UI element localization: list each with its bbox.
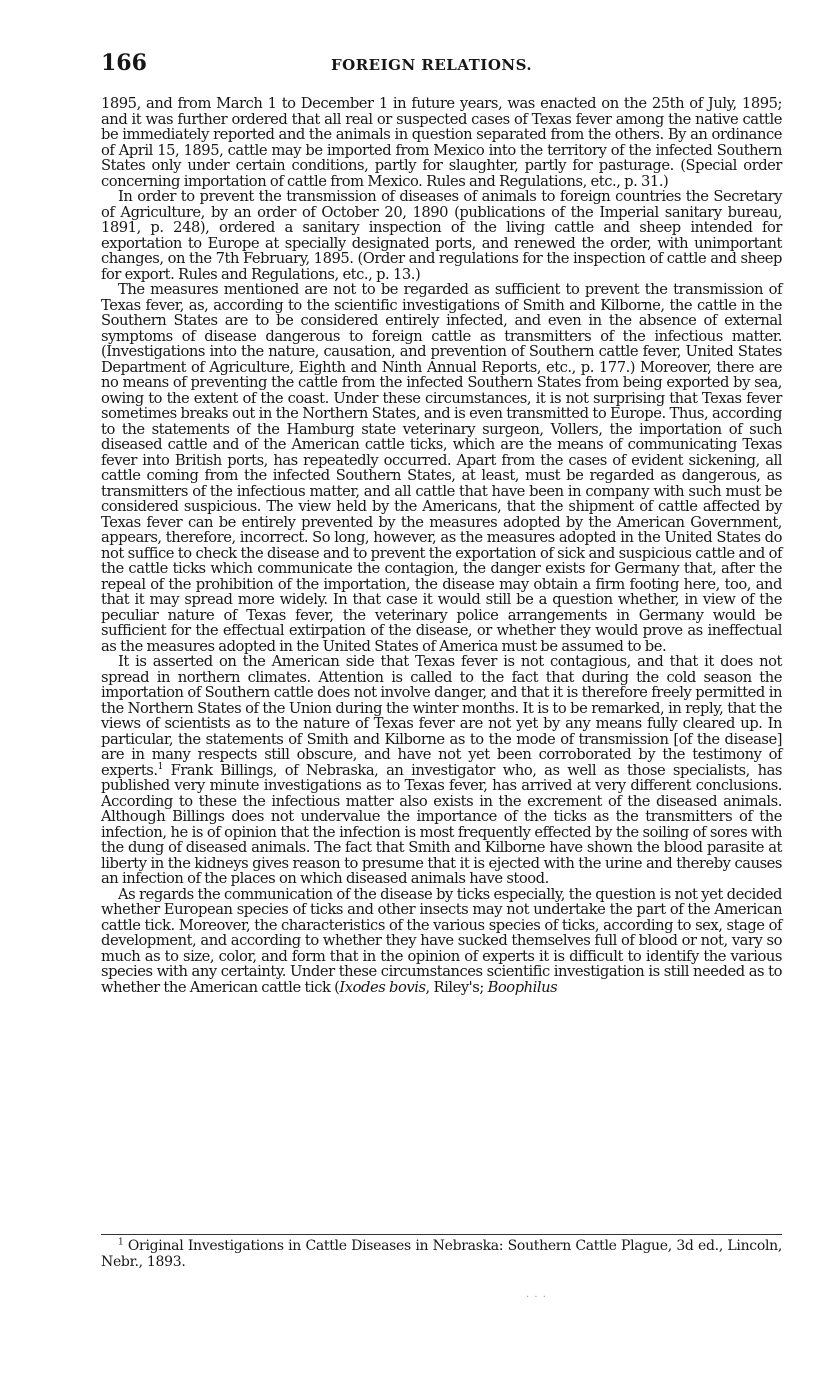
- running-title: FOREIGN RELATIONS.: [331, 56, 533, 74]
- footnote-marker: 1: [118, 1237, 124, 1248]
- paragraph-2-text: In order to prevent the transmission of diseases of animals to foreign countries the Secretary of Agriculture, by an order of October 20, 1890 (publications of the Imperial sanitary bureau, 1891, p. 248), ordered a sanitary inspection of the living cattle and sheep intended for exportation to Europe at specially designated ports, and renewed the order, with unimportant changes, on the 7th February, 1895. (Order and regulations for the inspection of cattle and sheep for export. Rules and Regulations, etc., p. 13.): [101, 188, 782, 283]
- paragraph-4: [101, 654, 782, 887]
- species-name-ixodes: Ixodes bovis: [339, 978, 426, 996]
- body-text: [101, 96, 782, 995]
- paragraph-3-text: The measures mentioned are not to be regarded as sufficient to prevent the transmission of Texas fever, as, according to the scientific investigations of Smith and Kilborne, the cattle in the Southern States are to be considered entirely infected, and even in the absence of external symptoms of disease dangerous to foreign cattle as transmitters of the infectious matter. (Investigations into the nature, causation, and prevention of Southern cattle fever, United States Department of Agriculture, Eighth and Ninth Annual Reports, etc., p. 177.) Moreover, there are no means of preventing the cattle from the infected Southern States from being exported by sea, owing to the extent of the coast. Under these circumstances, it is not surprising that Texas fever sometimes breaks out in the Northern States, and is even transmitted to Europe. Thus, according to the statements of the Hamburg state veterinary surgeon, Vollers, the importation of such diseased cattle and of the American cattle ticks, which are the means of communicating Texas fever into British ports, has repeatedly occurred. Apart from the cases of evident sickening, all cattle coming from the infected Southern States, at least, must be regarded as dangerous, as transmitters of the infectious matter, and all cattle that have been in company with such must be considered suspicious. The view held by the Americans, that the shipment of cattle affected by Texas fever can be entirely prevented by the measures adopted by the American Government, appears, therefore, incorrect. So long, however, as the measures adopted in the United States do not suffice to check the disease and to prevent the exportation of sick and suspicious cattle and of the cattle ticks which communicate the contagion, the danger exists for Germany that, after the repeal of the prohibition of the importation, the disease may obtain a firm footing here, too, and that it may spread more widely. In that case it would still be a question whether, in view of the peculiar nature of Texas fever, the veterinary police arrangements in Germany would be sufficient for the effectual extirpation of the disease, or whether they would prove as ineffectual as the measures adopted in the United States of America must be assumed to be.: [101, 281, 782, 655]
- paragraph-1: [101, 96, 782, 189]
- paragraph-5-text-mid: , Riley's;: [425, 978, 488, 996]
- paragraph-5-text: As regards the communication of the disease by ticks especially, the question is not yet decided whether European species of ticks and other insects may not undertake the part of the American cattle tick. Moreover, the characteristics of the various species of ticks, according to sex, stage of development, and according to whether they have sucked themselves full of blood or not, vary so much as to size, color, and form that in the opinion of experts it is difficult to identify the various species with any certainty. Under these circumstances scientific investigation is still needed as to whether the American cattle tick (: [101, 885, 782, 996]
- paragraph-4-text: It is asserted on the American side that Texas fever is not contagious, and that it does not spread in northern climates. Attention is called to the fact that during the cold season the importation of Southern cattle does not involve danger, and that it is therefore freely permitted in the Northern States of the Union during the winter months. It is to be remarked, in reply, that the views of scientists as to the nature of Texas fever are not yet by any means fully cleared up. In particular, the statements of Smith and Kilborne as to the mode of transmission [of the disease] are in many respects still obscure, and have not yet been corroborated by the testimony of experts.: [101, 653, 782, 779]
- footnote-text: Original Investigations in Cattle Diseases in Nebraska: Southern Cattle Plague, 3d ed., Lincoln, Nebr., 1893.: [101, 1238, 782, 1270]
- page-number: 166: [101, 50, 147, 76]
- paragraph-1-text: 1895, and from March 1 to December 1 in future years, was enacted on the 25th of July, 1895; and it was further ordered that all real or suspected cases of Texas fever among the native cattle be immediately reported and the animals in question separated from the others. By an ordinance of April 15, 1895, cattle may be imported from Mexico into the territory of the infected Southern States only under certain conditions, partly for slaughter, partly for pasturage. (Special order concerning importation of cattle from Mexico. Rules and Regulations, etc., p. 31.): [101, 95, 782, 190]
- species-name-boophilus: Boophilus: [487, 978, 558, 996]
- page-bottom-marks: · · ·: [526, 1292, 547, 1303]
- running-head: [101, 50, 782, 80]
- footnote-divider: [101, 1234, 782, 1235]
- paragraph-2: [101, 189, 782, 282]
- footnote-reference: 1: [157, 761, 163, 772]
- paragraph-5: [101, 887, 782, 996]
- paragraph-4-text-continued: Frank Billings, of Nebraska, an investigator who, as well as those specialists, has published very minute investigations as to Texas fever, has arrived at very different conclusions. According to these the infectious matter also exists in the excrement of the diseased animals. Although Billings does not undervalue the importance of the ticks as the transmitters of the infection, he is of opinion that the infection is most frequently effected by the soiling of sores with the dung of diseased animals. The fact that Smith and Kilborne have shown the blood parasite at liberty in the kidneys gives reason to presume that it is ejected with the urine and thereby causes an infection of the places on which diseased animals have stood.: [101, 761, 782, 887]
- paragraph-3: [101, 282, 782, 654]
- footnote: [101, 1238, 782, 1270]
